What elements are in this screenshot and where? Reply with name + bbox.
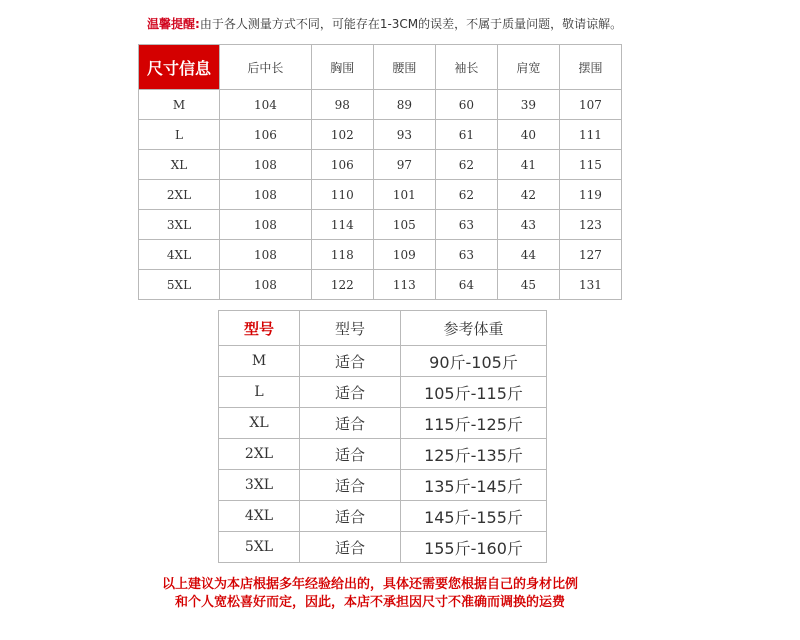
- table-cell: 4XL: [219, 501, 300, 532]
- table-cell: 5XL: [219, 532, 300, 563]
- table-cell: 111: [559, 120, 621, 150]
- table-cell: 44: [497, 240, 559, 270]
- table-cell: 108: [220, 180, 312, 210]
- notice: [147, 14, 647, 34]
- shoulder-header: 肩宽: [497, 45, 559, 90]
- footer-line-1: 以上建议为本店根据多年经验给出的，具体还需要您根据自己的身材比例: [161, 577, 578, 592]
- table-row: [139, 270, 622, 300]
- table-cell: 105斤-115斤: [401, 377, 547, 408]
- table-row: [139, 180, 622, 210]
- table-cell: 适合: [300, 346, 401, 377]
- table-cell: 108: [220, 210, 312, 240]
- table-cell: 155斤-160斤: [401, 532, 547, 563]
- size-info-header: 尺寸信息: [139, 45, 220, 90]
- table-cell: 4XL: [139, 240, 220, 270]
- table-cell: 62: [435, 180, 497, 210]
- table-cell: 122: [311, 270, 373, 300]
- table-cell: 2XL: [219, 439, 300, 470]
- table-cell: 145斤-155斤: [401, 501, 547, 532]
- table-cell: 适合: [300, 377, 401, 408]
- weight-table-header-row: [219, 311, 547, 346]
- table-cell: 119: [559, 180, 621, 210]
- table-cell: 104: [220, 90, 312, 120]
- table-cell: 110: [311, 180, 373, 210]
- table-cell: 2XL: [139, 180, 220, 210]
- hem-header: 摆围: [559, 45, 621, 90]
- table-row: [219, 501, 547, 532]
- table-cell: 41: [497, 150, 559, 180]
- table-cell: 40: [497, 120, 559, 150]
- table-cell: 适合: [300, 501, 401, 532]
- table-cell: 98: [311, 90, 373, 120]
- table-cell: 39: [497, 90, 559, 120]
- table-cell: 125斤-135斤: [401, 439, 547, 470]
- table-cell: 109: [373, 240, 435, 270]
- table-cell: 93: [373, 120, 435, 150]
- reference-weight-header: 参考体重: [401, 311, 547, 346]
- back-length-header: 后中长: [220, 45, 312, 90]
- table-row: [139, 240, 622, 270]
- table-cell: 102: [311, 120, 373, 150]
- table-row: [219, 532, 547, 563]
- table-cell: 115: [559, 150, 621, 180]
- table-cell: 106: [220, 120, 312, 150]
- table-row: [219, 377, 547, 408]
- table-cell: 123: [559, 210, 621, 240]
- table-cell: 114: [311, 210, 373, 240]
- table-cell: 45: [497, 270, 559, 300]
- table-cell: 101: [373, 180, 435, 210]
- table-cell: 131: [559, 270, 621, 300]
- table-cell: M: [139, 90, 220, 120]
- notice-label: 温馨提醒:: [147, 17, 200, 31]
- table-cell: 61: [435, 120, 497, 150]
- table-cell: 62: [435, 150, 497, 180]
- table-cell: 115斤-125斤: [401, 408, 547, 439]
- table-cell: XL: [139, 150, 220, 180]
- table-cell: 97: [373, 150, 435, 180]
- table-cell: 118: [311, 240, 373, 270]
- table-cell: 108: [220, 270, 312, 300]
- table-cell: 42: [497, 180, 559, 210]
- weight-table: [218, 310, 547, 563]
- size-table: [138, 44, 622, 300]
- table-cell: 3XL: [219, 470, 300, 501]
- model-header-red: 型号: [219, 311, 300, 346]
- table-cell: L: [219, 377, 300, 408]
- footer-disclaimer: [0, 576, 740, 612]
- table-cell: 5XL: [139, 270, 220, 300]
- model-header: 型号: [300, 311, 401, 346]
- table-cell: 适合: [300, 532, 401, 563]
- sleeve-header: 袖长: [435, 45, 497, 90]
- table-cell: 适合: [300, 439, 401, 470]
- waist-header: 腰围: [373, 45, 435, 90]
- table-cell: 108: [220, 150, 312, 180]
- notice-text: 由于各人测量方式不同，可能存在1-3CM的误差，不属于质量问题，敬请谅解。: [199, 17, 623, 31]
- table-cell: 63: [435, 240, 497, 270]
- table-cell: 64: [435, 270, 497, 300]
- table-cell: XL: [219, 408, 300, 439]
- table-cell: 108: [220, 240, 312, 270]
- size-table-header-row: [139, 45, 622, 90]
- chest-header: 胸围: [311, 45, 373, 90]
- table-row: [219, 346, 547, 377]
- table-cell: 60: [435, 90, 497, 120]
- table-cell: 105: [373, 210, 435, 240]
- table-cell: 113: [373, 270, 435, 300]
- table-cell: 89: [373, 90, 435, 120]
- footer-line-2: 和个人宽松喜好而定，因此，本店不承担因尺寸不准确而调换的运费: [174, 595, 565, 610]
- table-row: [219, 470, 547, 501]
- table-cell: 3XL: [139, 210, 220, 240]
- table-cell: 135斤-145斤: [401, 470, 547, 501]
- table-row: [219, 439, 547, 470]
- table-cell: 107: [559, 90, 621, 120]
- table-cell: 63: [435, 210, 497, 240]
- table-cell: 43: [497, 210, 559, 240]
- table-row: [139, 120, 622, 150]
- table-cell: 90斤-105斤: [401, 346, 547, 377]
- table-cell: 106: [311, 150, 373, 180]
- table-row: [139, 210, 622, 240]
- table-row: [139, 90, 622, 120]
- table-cell: 127: [559, 240, 621, 270]
- table-cell: 适合: [300, 408, 401, 439]
- table-cell: M: [219, 346, 300, 377]
- table-cell: L: [139, 120, 220, 150]
- table-cell: 适合: [300, 470, 401, 501]
- table-row: [139, 150, 622, 180]
- table-row: [219, 408, 547, 439]
